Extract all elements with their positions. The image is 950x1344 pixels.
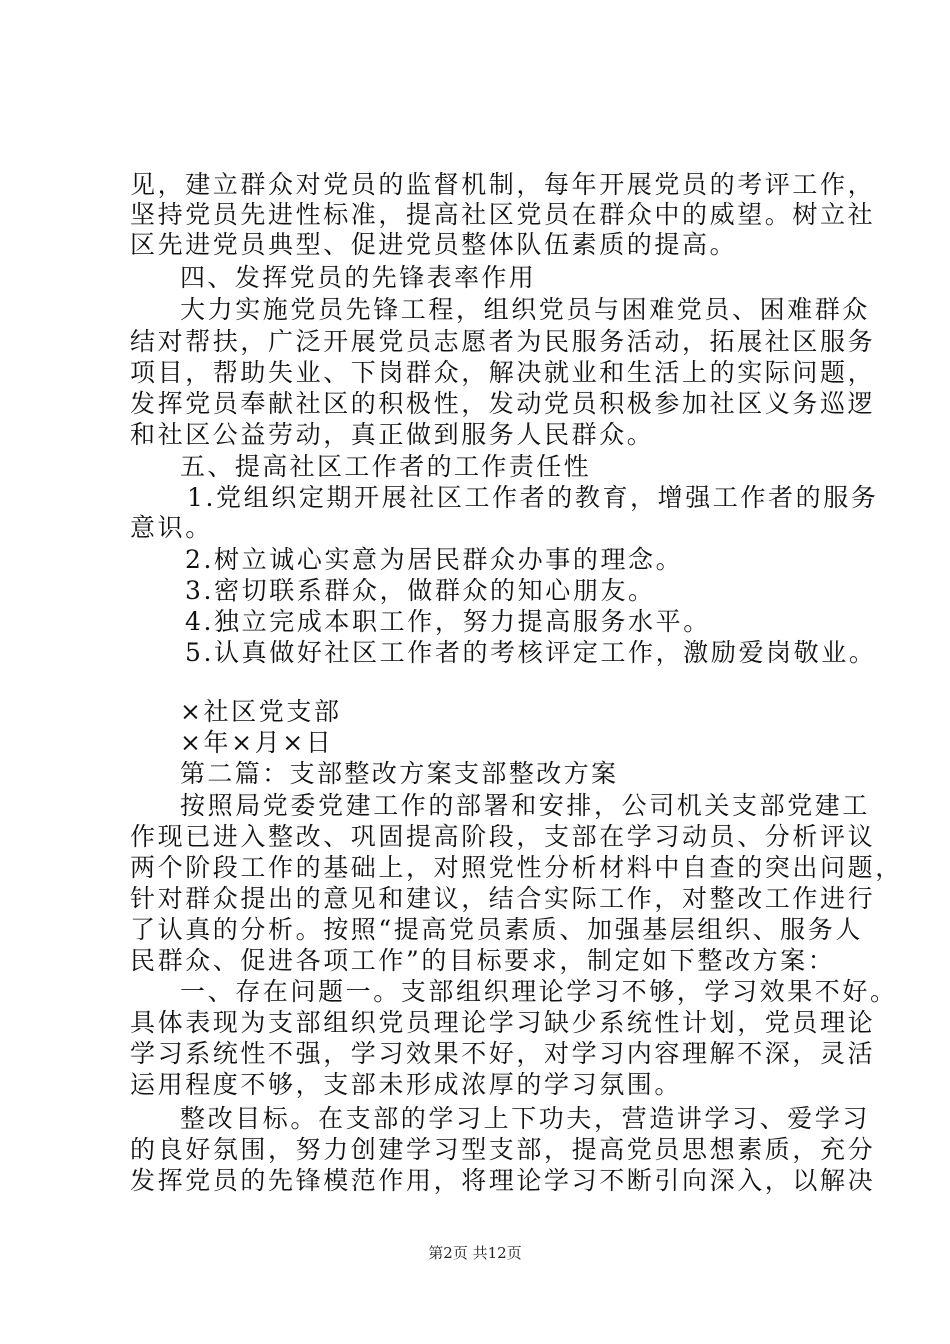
text-line: 坚持党员先进性标准，提高社区党员在群众中的威望。树立社	[130, 200, 876, 229]
text-line: 民群众、促进各项工作”的目标要求，制定如下整改方案：	[130, 946, 836, 975]
text-line: 和社区公益劳动，真正做到服务人民群众。	[130, 420, 655, 449]
text-line: 发挥党员的先锋模范作用，将理论学习不断引向深入，以解决	[130, 1166, 876, 1195]
text-line: 项目，帮助失业、下岗群众，解决就业和生活上的实际问题，	[130, 358, 876, 387]
text-line: 一、存在问题一。支部组织理论学习不够，学习效果不好。	[180, 977, 898, 1006]
text-line: 作现已进入整改、巩固提高阶段，支部在学习动员、分析评议	[130, 822, 876, 851]
signature-date: ×年×月×日	[180, 728, 334, 757]
text-line: 具体表现为支部组织党员理论学习缺少系统性计划，党员理论	[130, 1008, 876, 1037]
list-item: 1.党组织定期开展社区工作者的教育，增强工作者的服务	[187, 483, 879, 512]
signature-org: ×社区党支部	[180, 697, 342, 726]
text-line: 的良好氛围，努力创建学习型支部，提高党员思想素质，充分	[130, 1135, 876, 1164]
page-number: 第2页 共12页	[428, 1244, 522, 1262]
text-line: 结对帮扶，广泛开展党员志愿者为民服务活动，拓展社区服务	[130, 327, 876, 356]
text-line: 了认真的分析。按照“提高党员素质、加强基层组织、服务人	[130, 915, 863, 944]
section-heading: 五、提高社区工作者的工作责任性	[180, 452, 592, 481]
list-item: 2.树立诚心实意为居民群众办事的理念。	[185, 545, 684, 574]
list-item: 4.独立完成本职工作，努力提高服务水平。	[185, 607, 711, 636]
text-line: 大力实施党员先锋工程，组织党员与困难党员、困难群众	[180, 295, 871, 324]
text-line: 区先进党员典型、促进党员整体队伍素质的提高。	[130, 230, 738, 259]
text-line: 两个阶段工作的基础上，对照党性分析材料中自查的突出问题，	[130, 853, 903, 882]
chapter-heading: 第二篇：支部整改方案支部整改方案	[180, 759, 619, 788]
list-item: 5.认真做好社区工作者的考核评定工作，激励爱岗敬业。	[185, 638, 877, 667]
text-line: 运用程度不够，支部未形成浓厚的学习氛围。	[130, 1070, 683, 1099]
list-item: 3.密切联系群众，做群众的知心朋友。	[185, 576, 656, 605]
text-line: 按照局党委党建工作的部署和安排，公司机关支部党建工	[180, 791, 871, 820]
text-line: 发挥党员奉献社区的积极性，发动党员积极参加社区义务巡逻	[130, 389, 876, 418]
text-line: 见，建立群众对党员的监督机制，每年开展党员的考评工作，	[130, 170, 876, 199]
text-line: 意识。	[130, 513, 213, 542]
section-heading: 四、发挥党员的先锋表率作用	[180, 263, 537, 292]
text-line: 整改目标。在支部的学习上下功夫，营造讲学习、爱学习	[180, 1104, 871, 1133]
text-line: 针对群众提出的意见和建议，结合实际工作，对整改工作进行	[130, 884, 876, 913]
text-line: 学习系统性不强，学习效果不好，对学习内容理解不深，灵活	[130, 1039, 876, 1068]
